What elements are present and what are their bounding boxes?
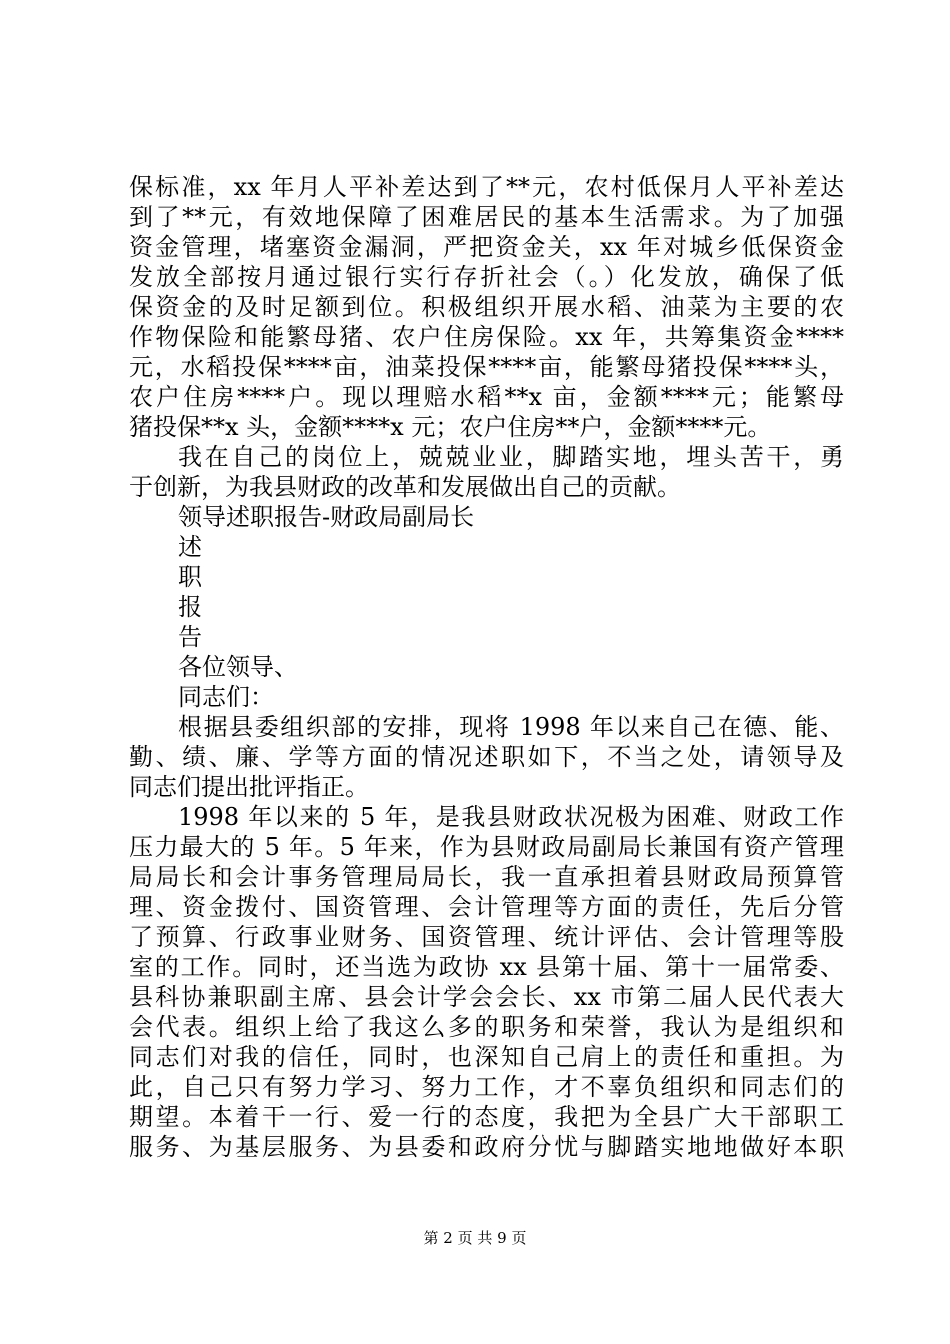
text-line: 理、资金拨付、国资管理、会计管理等方面的责任，先后分管 bbox=[129, 893, 844, 921]
text-line: 保标准，xx 年月人平补差达到了**元，农村低保月人平补差达 bbox=[129, 173, 844, 201]
text-line: 作物保险和能繁母猪、农户住房保险。xx 年，共筹集资金**** bbox=[129, 323, 844, 351]
text-line: 同志们： bbox=[178, 683, 274, 711]
text-line: 期望。本着干一行、爱一行的态度，我把为全县广大干部职工 bbox=[129, 1103, 844, 1131]
text-line: 农户住房****户。现以理赔水稻**x 亩，金额****元；能繁母 bbox=[129, 383, 844, 411]
text-line: 我在自己的岗位上，兢兢业业，脚踏实地，埋头苦干，勇 bbox=[178, 443, 844, 471]
text-line: 1998 年以来的 5 年，是我县财政状况极为困难、财政工作 bbox=[178, 803, 844, 831]
text-line: 压力最大的 5 年。5 年来，作为县财政局副局长兼国有资产管理 bbox=[129, 833, 844, 861]
text-line: 同志们对我的信任，同时，也深知自己肩上的责任和重担。为 bbox=[129, 1043, 844, 1071]
text-line: 室的工作。同时，还当选为政协 xx 县第十届、第十一届常委、 bbox=[129, 953, 844, 981]
text-line: 告 bbox=[178, 623, 202, 651]
text-line: 报 bbox=[178, 593, 202, 621]
page-footer: 第 2 页 共 9 页 bbox=[423, 1229, 527, 1247]
text-line: 于创新，为我县财政的改革和发展做出自己的贡献。 bbox=[129, 473, 681, 501]
text-line: 局局长和会计事务管理局局长，我一直承担着县财政局预算管 bbox=[129, 863, 844, 891]
text-line: 发放全部按月通过银行实行存折社会（。）化发放，确保了低 bbox=[129, 263, 844, 291]
document-body bbox=[129, 172, 844, 1162]
text-line: 元，水稻投保****亩，油菜投保****亩，能繁母猪投保****头， bbox=[129, 353, 844, 381]
text-line: 述 bbox=[178, 533, 202, 561]
text-line: 领导述职报告-财政局副局长 bbox=[178, 503, 475, 531]
text-line: 了预算、行政事业财务、国资管理、统计评估、会计管理等股 bbox=[129, 923, 844, 951]
text-line: 服务、为基层服务、为县委和政府分忧与脚踏实地地做好本职 bbox=[129, 1133, 844, 1161]
text-line: 职 bbox=[178, 563, 202, 591]
text-line: 各位领导、 bbox=[178, 653, 298, 681]
text-line: 会代表。组织上给了我这么多的职务和荣誉，我认为是组织和 bbox=[129, 1013, 844, 1041]
text-line: 保资金的及时足额到位。积极组织开展水稻、油菜为主要的农 bbox=[129, 293, 844, 321]
text-line: 县科协兼职副主席、县会计学会会长、xx 市第二届人民代表大 bbox=[129, 983, 844, 1011]
text-line: 此，自己只有努力学习、努力工作，才不辜负组织和同志们的 bbox=[129, 1073, 844, 1101]
text-line: 猪投保**x 头，金额****x 元；农户住房**户，金额****元。 bbox=[129, 413, 772, 441]
text-line: 资金管理，堵塞资金漏洞，严把资金关，xx 年对城乡低保资金 bbox=[129, 233, 844, 261]
text-line: 到了**元，有效地保障了困难居民的基本生活需求。为了加强 bbox=[129, 203, 844, 231]
text-line: 根据县委组织部的安排，现将 1998 年以来自己在德、能、 bbox=[178, 713, 844, 741]
text-line: 勤、绩、廉、学等方面的情况述职如下，不当之处，请领导及 bbox=[129, 743, 844, 771]
text-line: 同志们提出批评指正。 bbox=[129, 773, 369, 801]
